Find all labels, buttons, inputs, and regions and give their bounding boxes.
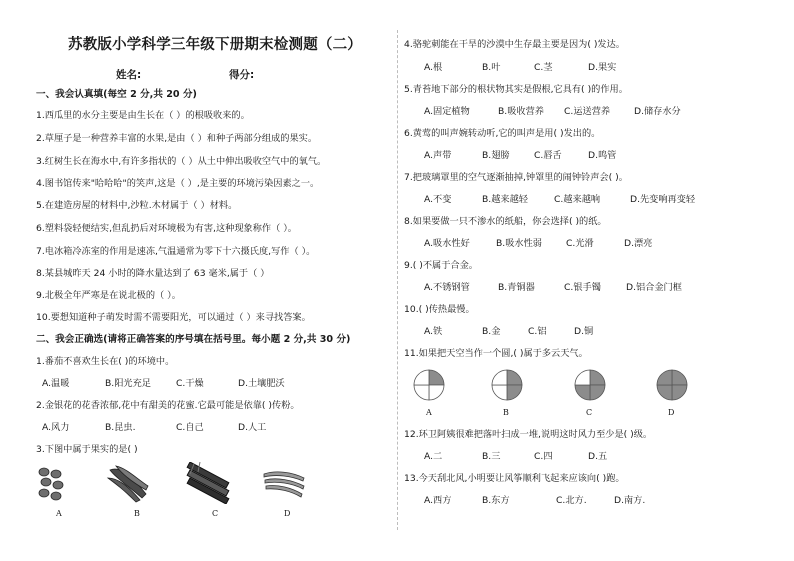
option-b: B.叶 <box>482 62 501 73</box>
option-d: D.果实 <box>588 62 617 73</box>
option-a: A.温暖 <box>42 378 70 389</box>
option-b: B.吸收营养 <box>498 106 544 117</box>
option-c: C.北方. <box>556 495 587 506</box>
cloud-cover-circles <box>412 368 712 418</box>
choice-options-6 <box>412 150 782 162</box>
choice-options-2 <box>36 422 376 434</box>
option-a: A.风力 <box>42 422 70 433</box>
circle-quarter <box>575 385 590 400</box>
fill-question-6: 6.塑料袋轻便结实,但乱扔后对环境极为有害,这种现象称作（ ）。 <box>36 223 297 234</box>
choice-question-2: 2.金银花的花香浓郁,花中有甜美的花蜜.它最可能是依靠( )传粉。 <box>36 400 300 411</box>
option-d: D.铜 <box>574 326 594 337</box>
option-d: D.先变响再变轻 <box>630 194 696 205</box>
choice-question-7: 7.把玻璃罩里的空气逐渐抽掉,钟罩里的闹钟铃声会( )。 <box>404 172 628 183</box>
option-d: D.鸣管 <box>588 150 617 161</box>
option-b: B.三 <box>482 451 501 462</box>
option-a: A.不变 <box>424 194 452 205</box>
column-divider <box>397 30 398 530</box>
circle-quarter <box>672 370 687 385</box>
choice-options-9 <box>412 282 782 294</box>
choice-question-6: 6.黄莺的叫声婉转动听,它的叫声是用( )发出的。 <box>404 128 601 139</box>
choice-question-10: 10.( )传热最慢。 <box>404 304 475 315</box>
circle-quarter <box>492 385 507 400</box>
fill-question-8: 8.某县城昨天 24 小时的降水量达到了 63 毫米,属于（ ） <box>36 268 270 279</box>
option-d: D.铝合金门框 <box>626 282 682 293</box>
page-title: 苏教版小学科学三年级下册期末检测题（二） <box>68 37 362 53</box>
section-1-heading: 一、我会认真填(每空 2 分,共 20 分) <box>36 89 197 100</box>
circle-quarter <box>507 385 522 400</box>
fill-question-10: 10.要想知道种子萌发时需不需要阳光，可以通过（ ）来寻找答案。 <box>36 312 311 323</box>
circle-label-d: D <box>668 408 675 417</box>
choice-options-7 <box>412 194 782 206</box>
option-b: B.越来越轻 <box>482 194 528 205</box>
option-b: B.青铜器 <box>498 282 535 293</box>
option-b: B.金 <box>482 326 501 337</box>
option-d: D.人工 <box>238 422 267 433</box>
circle-quarter <box>657 370 672 385</box>
option-c: C.运送营养 <box>564 106 611 117</box>
choice-question-5: 5.青苔地下部分的根状物其实是假根,它具有( )的作用。 <box>404 84 628 95</box>
seeds-image <box>36 466 66 502</box>
circle-quarter <box>429 370 444 385</box>
option-a: A.二 <box>424 451 443 462</box>
option-c: C.越来越响 <box>554 194 601 205</box>
option-a: A.根 <box>424 62 443 73</box>
choice-question-4: 4.骆驼刺能在干旱的沙漠中生存最主要是因为( )发达。 <box>404 39 625 50</box>
choice-question-3: 3.下图中属于果实的是( ) <box>36 444 138 455</box>
choice-options-12 <box>412 451 782 463</box>
option-b: B.阳光充足 <box>105 378 151 389</box>
circle-quarter <box>590 385 605 400</box>
option-b: B.东方 <box>482 495 510 506</box>
option-a: A.不锈钢管 <box>424 282 470 293</box>
cloud-cover-graphic <box>412 368 712 418</box>
option-a: A.声带 <box>424 150 452 161</box>
choice-question-12: 12.环卫阿姨很难把落叶扫成一堆,说明这时风力至少是( )级。 <box>404 429 653 440</box>
option-c: C.光滑 <box>566 238 594 249</box>
circle-label-c: C <box>586 408 593 417</box>
circle-quarter <box>672 385 687 400</box>
option-b: B.翅膀 <box>482 150 510 161</box>
circle-label-b: B <box>503 408 509 417</box>
section-2-heading: 二、我会正确选(请将正确答案的序号填在括号里。每小题 2 分,共 30 分) <box>36 334 351 345</box>
fruit-pictures <box>30 464 330 524</box>
fill-question-5: 5.在建造房屋的材料中,沙粒.木材属于（ ）材料。 <box>36 200 238 211</box>
option-a: A.固定植物 <box>424 106 470 117</box>
picture-label-a: A <box>56 509 62 518</box>
picture-label-b: B <box>134 509 140 518</box>
option-c: C.茎 <box>534 62 553 73</box>
circle-quarter <box>429 385 444 400</box>
option-c: C.唇舌 <box>534 150 562 161</box>
cloud-circle-d <box>657 370 687 400</box>
choice-options-5 <box>412 106 782 118</box>
circle-quarter <box>492 370 507 385</box>
option-c: C.干燥 <box>176 378 204 389</box>
circle-quarter <box>507 370 522 385</box>
score-label: 得分: <box>229 69 255 81</box>
option-a: A.西方 <box>424 495 452 506</box>
circle-quarter <box>575 370 590 385</box>
choice-options-13 <box>412 495 782 507</box>
circle-quarter <box>414 385 429 400</box>
circle-quarter <box>590 370 605 385</box>
option-d: D.五 <box>588 451 608 462</box>
sugarcane-image <box>184 462 232 504</box>
circle-label-a: A <box>426 408 432 417</box>
fill-question-7: 7.电冰箱冷冻室的作用是速冻,气温通常为零下十六摄氏度,写作（ ）。 <box>36 246 316 257</box>
choice-question-8: 8.如果要做一只不渗水的纸船，你会选择( )的纸。 <box>404 216 607 227</box>
option-c: C.自己 <box>176 422 204 433</box>
cloud-circle-b <box>492 370 522 400</box>
fill-question-2: 2.草厘子是一种营养丰富的水果,是由（ ）和种子两部分组成的果实。 <box>36 133 318 144</box>
option-c: C.四 <box>534 451 553 462</box>
choice-options-4 <box>412 62 782 74</box>
choice-question-1: 1.番茄不喜欢生长在( )的环境中。 <box>36 356 175 367</box>
option-d: D.储存水分 <box>634 106 681 117</box>
choice-options-8 <box>412 238 782 250</box>
fill-question-9: 9.北极全年严寒是在说北极的（ ）。 <box>36 290 181 301</box>
option-c: C.银手镯 <box>564 282 601 293</box>
option-a: A.吸水性好 <box>424 238 470 249</box>
option-b: B.吸水性弱 <box>496 238 542 249</box>
leafy-vegetable-image <box>106 464 150 504</box>
cloud-circle-a <box>414 370 444 400</box>
choice-question-11: 11.如果把天空当作一个圆,( )属于多云天气。 <box>404 348 588 359</box>
fill-question-4: 4.图书馆传来"哈哈哈"的笑声,这是（ ）,是主要的环境污染因素之一。 <box>36 178 320 189</box>
option-d: D.土壤肥沃 <box>238 378 285 389</box>
option-d: D.漂亮 <box>624 238 653 249</box>
fill-question-1: 1.西瓜里的水分主要是由生长在（ ）的根吸收来的。 <box>36 110 250 121</box>
name-label: 姓名: <box>116 69 142 81</box>
circle-quarter <box>414 370 429 385</box>
option-b: B.昆虫. <box>105 422 136 433</box>
option-a: A.铁 <box>424 326 443 337</box>
picture-label-c: C <box>212 509 219 518</box>
bean-pods-image <box>262 468 306 500</box>
option-c: C.铝 <box>528 326 547 337</box>
fill-question-3: 3.红树生长在海水中,有许多指状的（ ）从土中伸出吸收空气中的氧气。 <box>36 156 327 167</box>
choice-options-1 <box>36 378 376 390</box>
choice-options-10 <box>412 326 782 338</box>
cloud-circle-c <box>575 370 605 400</box>
choice-question-9: 9.( )不属于合金。 <box>404 260 478 271</box>
picture-label-d: D <box>284 509 291 518</box>
choice-question-13: 13.今天刮北风,小明要让风筝顺利飞起来应该向( )跑。 <box>404 473 625 484</box>
option-d: D.南方. <box>614 495 646 506</box>
circle-quarter <box>657 385 672 400</box>
